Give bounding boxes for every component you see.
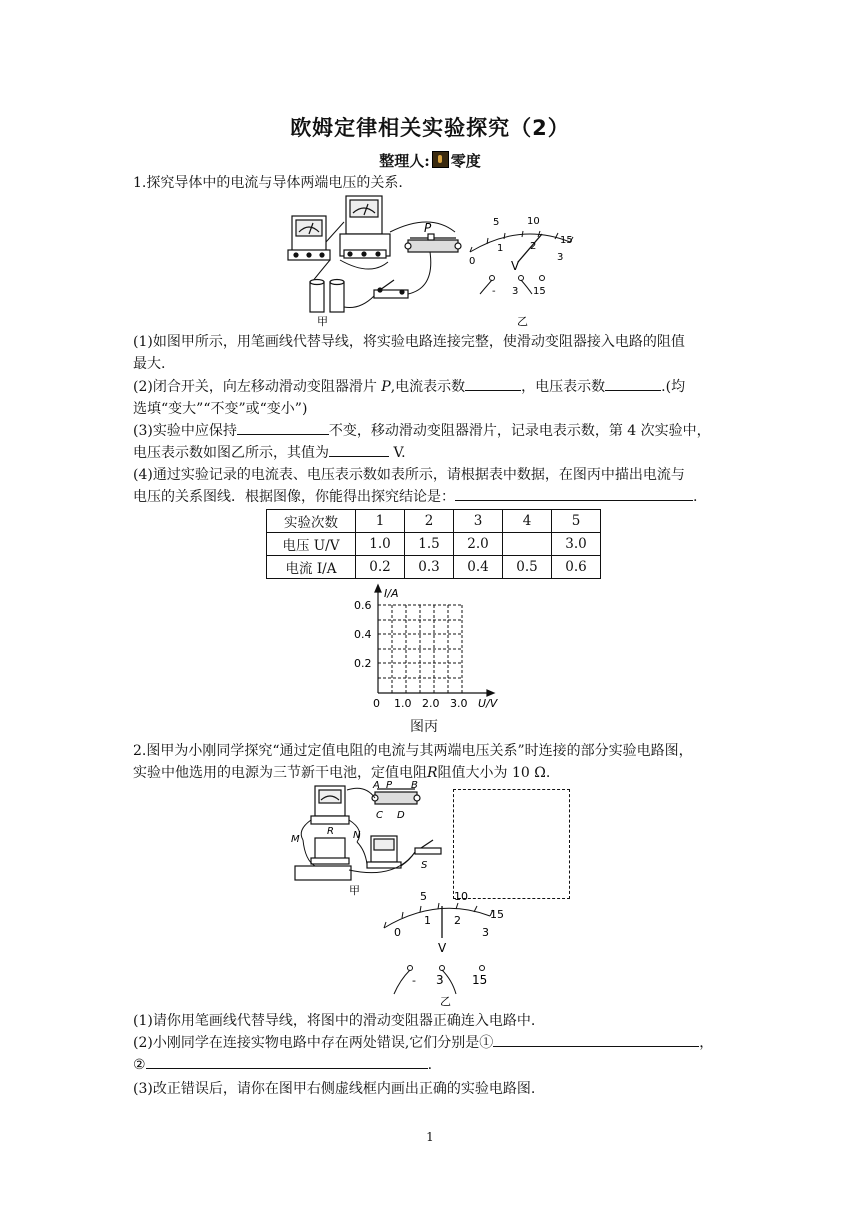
q1-part1-line2: 最大.: [133, 356, 166, 372]
author-logo-icon: [432, 151, 449, 168]
q1-graph[interactable]: [340, 583, 520, 713]
author-name: 零度: [450, 152, 481, 170]
q2-scale-bot-3: 3: [482, 926, 489, 939]
q1-part4: [133, 464, 733, 508]
q2-scale-bot-1: 1: [424, 914, 431, 927]
q1-part1-line1: (1)如图甲所示，用笔画线代替导线，将实验电路连接完整，使滑动变阻器接入电路的阻值: [133, 334, 685, 350]
q2-scale-top-15: 15: [490, 908, 504, 921]
q1-scale-bot-0: 0: [469, 256, 476, 267]
q1-ammeter: [288, 216, 330, 260]
q1-blank-voltage[interactable]: [605, 376, 661, 391]
q1-part4-line1: (4)通过实验记录的电流表、电压表示数如表所示，请根据表中数据，在图丙中描出电流与: [133, 467, 685, 483]
q1-part3-text-a: (3)实验中应保持: [133, 423, 237, 439]
table-cell: 3.0: [552, 533, 601, 556]
table-row: [267, 510, 601, 533]
q1-part2-text-a: (2)闭合开关，向左移动滑动变阻器滑片: [133, 379, 377, 395]
table-cell: 实验次数: [267, 510, 356, 533]
table-cell: 电压 U/V: [267, 533, 356, 556]
q2-stem: [133, 740, 733, 784]
q2-letter-p: P: [386, 780, 393, 791]
q2-part2: [133, 1032, 733, 1076]
q2-scale-bot-0: 0: [394, 926, 401, 939]
table-cell: 2: [405, 510, 454, 533]
q1-terminal-3: 3: [512, 286, 519, 297]
page-title: 欧姆定律相关实验探究（2）: [290, 116, 570, 140]
q2-var-r: R: [427, 765, 438, 781]
q2-letter-m: M: [291, 834, 300, 845]
table-cell: 1.0: [356, 533, 405, 556]
q1-scale-top-15: 15: [560, 235, 573, 246]
q1-part3: [133, 420, 733, 464]
q2-letter-r: R: [327, 826, 334, 837]
table-cell[interactable]: [503, 533, 552, 556]
q2-stem-line1: 2.图甲为小刚同学探究“通过定值电阻的电流与其两端电压关系”时连接的部分实验电路图，: [133, 743, 693, 759]
q2-stem-line2-b: 阻值大小为 10 Ω.: [437, 765, 551, 781]
q1-blank-conclusion[interactable]: [455, 486, 693, 501]
page-number: 1: [426, 1130, 434, 1144]
table-cell: 0.6: [552, 556, 601, 579]
q2-letter-n: N: [353, 830, 361, 841]
q1-scale-top-5: 5: [493, 217, 500, 228]
q2-part3: (3)改正错误后，请你在图甲右侧虚线框内画出正确的实验电路图.: [133, 1081, 536, 1097]
q1-part2-var-p: P: [381, 379, 391, 395]
q1-part2: [133, 376, 733, 420]
q1-part4-line2: 电压的关系图线．根据图像，你能得出探究结论是：: [133, 489, 455, 505]
q2-fig-label-jia: 甲: [349, 884, 360, 897]
q1-meter-letter: V: [511, 259, 520, 273]
q1-rheostat: [405, 234, 461, 252]
q1-terminal-15: 15: [533, 286, 546, 297]
table-cell: 5: [552, 510, 601, 533]
table-cell: 0.5: [503, 556, 552, 579]
q2-terminal-15: 15: [472, 973, 488, 987]
q2-answer-box[interactable]: [453, 789, 570, 899]
q1-figure: [280, 192, 590, 327]
q1-battery: [310, 280, 344, 313]
q1-blank-value[interactable]: [329, 442, 389, 457]
table-cell: 0.4: [454, 556, 503, 579]
q1-stem: 1.探究导体中的电流与导体两端电压的关系.: [133, 175, 403, 191]
q2-stem-line2-a: 实验中他选用的电源为三节新干电池，定值电阻: [133, 765, 427, 781]
q2-meter-letter: V: [438, 941, 447, 955]
graph-y-tick: 0.6: [354, 599, 372, 612]
author-prefix: 整理人:: [379, 152, 430, 170]
q2-blank-error1[interactable]: [493, 1032, 699, 1047]
q1-data-table: [266, 509, 601, 579]
graph-y-tick: 0.2: [354, 657, 372, 670]
q2-fig-label-yi: 乙: [440, 995, 451, 1008]
q2-scale-top-5: 5: [420, 890, 427, 903]
q1-terminal-minus: -: [492, 286, 496, 297]
author-line: [0, 150, 860, 171]
q1-part2-text-c: ，电压表示数: [521, 379, 606, 395]
q2-scale-bot-2: 2: [454, 914, 461, 927]
table-cell: 1: [356, 510, 405, 533]
graph-y-tick: 0.4: [354, 628, 372, 641]
table-cell: 4: [503, 510, 552, 533]
q1-voltmeter: [340, 196, 390, 258]
q1-part2-text-b: ,电流表示数: [390, 379, 466, 395]
table-row: [267, 533, 601, 556]
graph-x-tick: 3.0: [450, 697, 468, 710]
q2-part1: (1)请你用笔画线代替导线，将图中的滑动变阻器正确连入电路中.: [133, 1013, 536, 1029]
graph-x-label: U/V: [478, 697, 498, 710]
graph-x-tick: 0: [373, 697, 380, 710]
graph-y-label: I/A: [384, 587, 399, 600]
q2-letter-b: B: [411, 780, 418, 791]
table-cell: 0.3: [405, 556, 454, 579]
q1-scale-bot-3: 3: [557, 252, 564, 263]
q1-part3-line2-b: V.: [393, 445, 406, 461]
graph-caption: 图丙: [410, 719, 438, 735]
table-cell: 3: [454, 510, 503, 533]
table-cell: 2.0: [454, 533, 503, 556]
q2-letter-s: S: [421, 860, 428, 871]
q2-figure-jia: [285, 780, 465, 900]
table-cell: 1.5: [405, 533, 454, 556]
q1-scale-bot-2: 2: [530, 241, 537, 252]
q2-terminal-minus: -: [412, 974, 416, 987]
q2-meter-figure: [372, 888, 512, 1008]
q1-blank-constant[interactable]: [237, 420, 329, 435]
graph-x-tick: 1.0: [394, 697, 412, 710]
q1-switch: [374, 280, 408, 298]
q2-part2-text-c: ②: [133, 1057, 146, 1073]
q1-part2-text-d: .(均: [661, 379, 686, 395]
q2-part2-text-b: ，: [699, 1035, 714, 1051]
q1-scale-bot-1: 1: [497, 243, 504, 254]
q2-letter-d: D: [397, 810, 405, 821]
q2-part2-text-a: (2)小刚同学在连接实物电路中存在两处错误,它们分别是①: [133, 1035, 494, 1051]
table-row: [267, 556, 601, 579]
q2-terminal-3: 3: [436, 973, 444, 987]
q1-scale-top-10: 10: [527, 216, 540, 227]
q1-part2-line2: 选填“变大”“不变”或“变小”): [133, 401, 308, 417]
q2-letter-c: C: [376, 810, 383, 821]
table-cell: 0.2: [356, 556, 405, 579]
q1-part4-end: .: [693, 489, 698, 505]
q1-part3-line2-a: 电压表示数如图乙所示，其值为: [133, 445, 329, 461]
q1-rheostat-letter: P: [424, 221, 432, 235]
q1-fig-label-yi: 乙: [517, 315, 528, 327]
q2-scale-top-10: 10: [454, 890, 468, 903]
table-cell: 电流 I/A: [267, 556, 356, 579]
q2-blank-error2[interactable]: [146, 1054, 428, 1069]
graph-x-tick: 2.0: [422, 697, 440, 710]
q1-blank-current[interactable]: [465, 376, 521, 391]
q2-part2-text-d: .: [427, 1057, 433, 1073]
q1-part1: [133, 331, 733, 375]
q1-fig-label-jia: 甲: [317, 315, 328, 327]
q1-part3-text-b: 不变，移动滑动变阻器滑片，记录电表示数，第 4 次实验中，: [328, 423, 711, 439]
q2-letter-a: A: [373, 780, 380, 791]
